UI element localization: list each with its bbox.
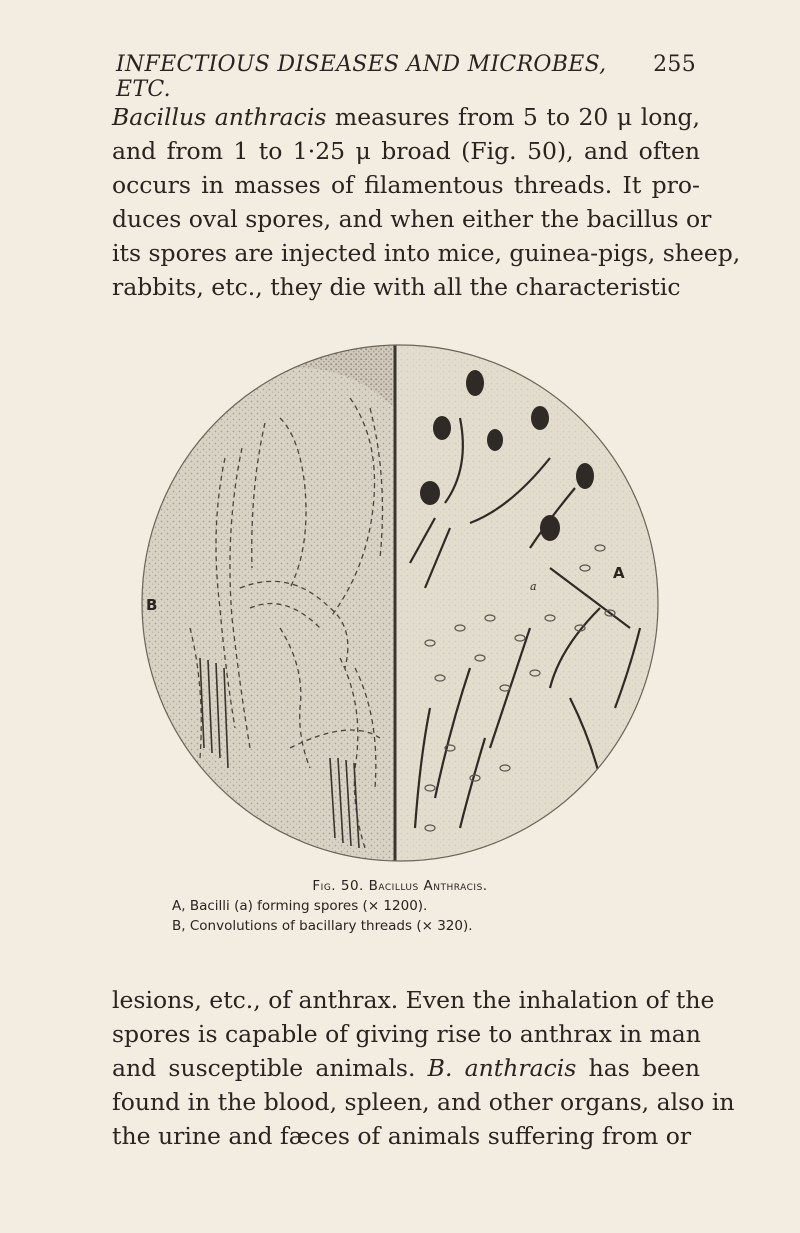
paragraph-line: Bacillus anthracis measures from 5 to 20 μ long, — [112, 103, 701, 131]
caption-line-b: B, Convolutions of bacillary threads (× 320). — [172, 918, 473, 934]
paragraph-line: occurs in masses of filamentous threads. It pro- — [112, 171, 700, 199]
field-of-view — [130, 328, 670, 868]
microscope-figure — [130, 328, 670, 868]
panel-a-shading — [395, 328, 670, 868]
label-a-small: a — [530, 580, 537, 593]
species-name: Bacillus anthracis — [112, 103, 327, 131]
paragraph-line: the urine and fæces of animals suffering from or — [112, 1122, 692, 1150]
caption-line-a: A, Bacilli (a) forming spores (× 1200). — [172, 898, 428, 914]
page-number: 255 — [653, 52, 696, 77]
paragraph-line: and susceptible animals. B. anthracis has been — [112, 1054, 700, 1082]
paragraph-line: found in the blood, spleen, and other organs, also in — [112, 1088, 735, 1116]
label-a: A — [613, 564, 625, 582]
paragraph-1 — [112, 100, 741, 304]
figure-caption — [150, 876, 650, 936]
paragraph-2 — [112, 983, 735, 1153]
running-title: INFECTIOUS DISEASES AND MICROBES, ETC. — [116, 52, 607, 102]
paragraph-line: its spores are injected into mice, guinea-pigs, sheep, — [112, 239, 741, 267]
label-b: B — [146, 596, 158, 614]
paragraph-line: rabbits, etc., they die with all the characteristic — [112, 273, 681, 301]
paragraph-line: spores is capable of giving rise to anthrax in man — [112, 1020, 701, 1048]
species-name: B. anthracis — [427, 1054, 577, 1082]
caption-title: Fig. 50. Bacillus Anthracis. — [312, 878, 488, 894]
running-header — [116, 52, 696, 102]
paragraph-line: and from 1 to 1·25 μ broad (Fig. 50), and often — [112, 137, 700, 165]
paragraph-line: duces oval spores, and when either the bacillus or — [112, 205, 712, 233]
paragraph-line: lesions, etc., of anthrax. Even the inhalation of the — [112, 986, 715, 1014]
